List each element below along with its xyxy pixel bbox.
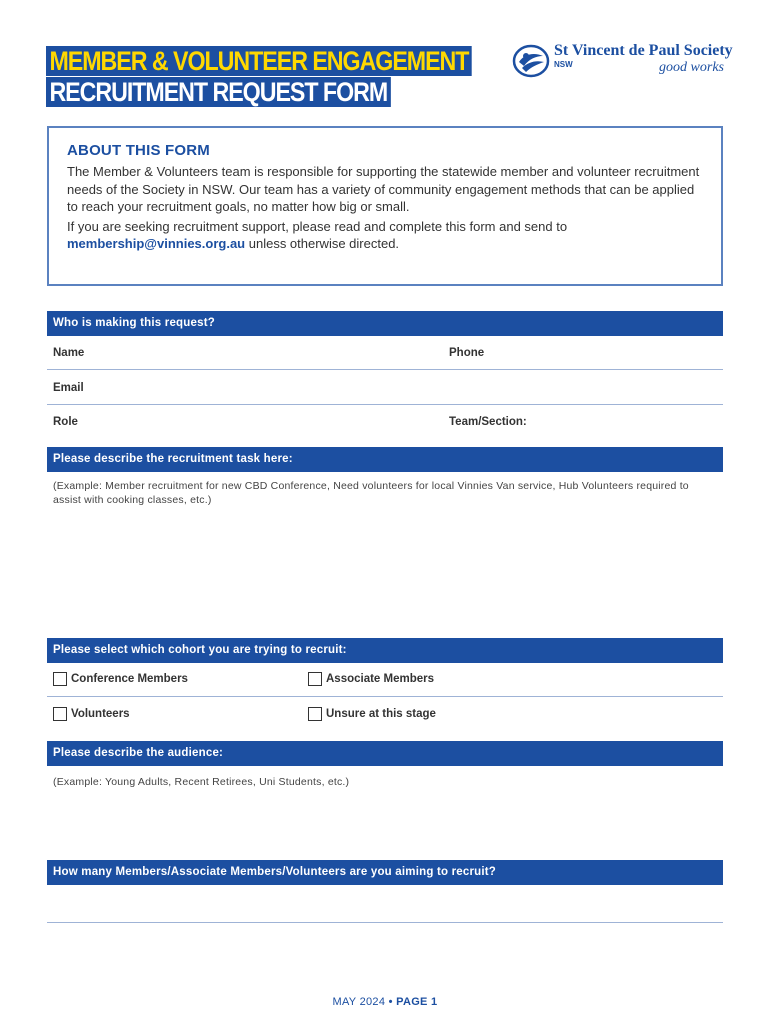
checkbox-label: Volunteers xyxy=(71,708,130,720)
checkbox[interactable] xyxy=(308,672,322,686)
svdp-logo xyxy=(512,42,733,80)
svdp-logo-icon xyxy=(512,44,550,78)
form-title-line-1: MEMBER & VOLUNTEER ENGAGEMENT xyxy=(46,46,472,76)
footer-page-number: PAGE 1 xyxy=(396,996,438,1008)
about-paragraph-2-end: unless otherwise directed. xyxy=(248,236,400,251)
logo-tagline: good works xyxy=(659,60,724,75)
audience-example-text: (Example: Young Adults, Recent Retirees, Uni Students, etc.) xyxy=(53,776,350,788)
cohort-option-unsure[interactable] xyxy=(308,707,436,721)
cohort-option-associate-members[interactable] xyxy=(308,672,434,686)
target-section-heading: How many Members/Associate Members/Volunteers are you aiming to recruit? xyxy=(47,860,723,885)
page-footer xyxy=(0,996,770,1008)
checkbox-label: Associate Members xyxy=(326,673,435,685)
footer-separator: • xyxy=(388,996,393,1008)
name-label: Name xyxy=(53,347,85,359)
about-title: ABOUT THIS FORM xyxy=(67,142,210,159)
requester-section-heading: Who is making this request? xyxy=(47,311,723,336)
audience-section-heading: Please describe the audience: xyxy=(47,741,723,766)
footer-date: MAY 2024 xyxy=(332,996,386,1008)
cohort-section-heading: Please select which cohort you are trying to recruit: xyxy=(47,638,723,663)
checkbox-label: Conference Members xyxy=(71,673,188,685)
about-section xyxy=(47,126,723,286)
logo-name: St Vincent de Paul Society xyxy=(554,42,733,59)
task-example-text: (Example: Member recruitment for new CBD Conference, Need volunteers for local Vinnies Van service, Hub Volunteers required to assist with cooking classes, etc.) xyxy=(53,480,689,506)
task-section-heading: Please describe the recruitment task here: xyxy=(47,447,723,472)
checkbox-label: Unsure at this stage xyxy=(326,708,436,720)
email-label: Email xyxy=(53,382,84,394)
divider xyxy=(47,922,723,923)
about-paragraph-2-intro: If you are seeking recruitment support, please read and complete this form and send to xyxy=(67,218,568,234)
form-title-line-2: RECRUITMENT REQUEST FORM xyxy=(46,77,391,107)
checkbox[interactable] xyxy=(308,707,322,721)
checkbox[interactable] xyxy=(53,707,67,721)
divider xyxy=(47,696,723,697)
divider xyxy=(47,369,723,370)
phone-label: Phone xyxy=(449,347,485,359)
checkbox[interactable] xyxy=(53,672,67,686)
about-paragraph-2 xyxy=(67,218,703,253)
divider xyxy=(47,404,723,405)
about-paragraph-1: The Member & Volunteers team is responsible for supporting the statewide member and volunteer recruitment needs of the Society in NSW. Our team has a variety of community engagement methods that can be applied to reach your recruitment goals, no matter how big or small. xyxy=(67,164,700,214)
membership-email-link[interactable]: membership@vinnies.org.au xyxy=(67,236,246,251)
logo-region: NSW xyxy=(554,60,573,69)
team-section-label: Team/Section: xyxy=(449,416,527,428)
cohort-option-volunteers[interactable] xyxy=(53,707,130,721)
role-label: Role xyxy=(53,416,78,428)
cohort-option-conference-members[interactable] xyxy=(53,672,188,686)
